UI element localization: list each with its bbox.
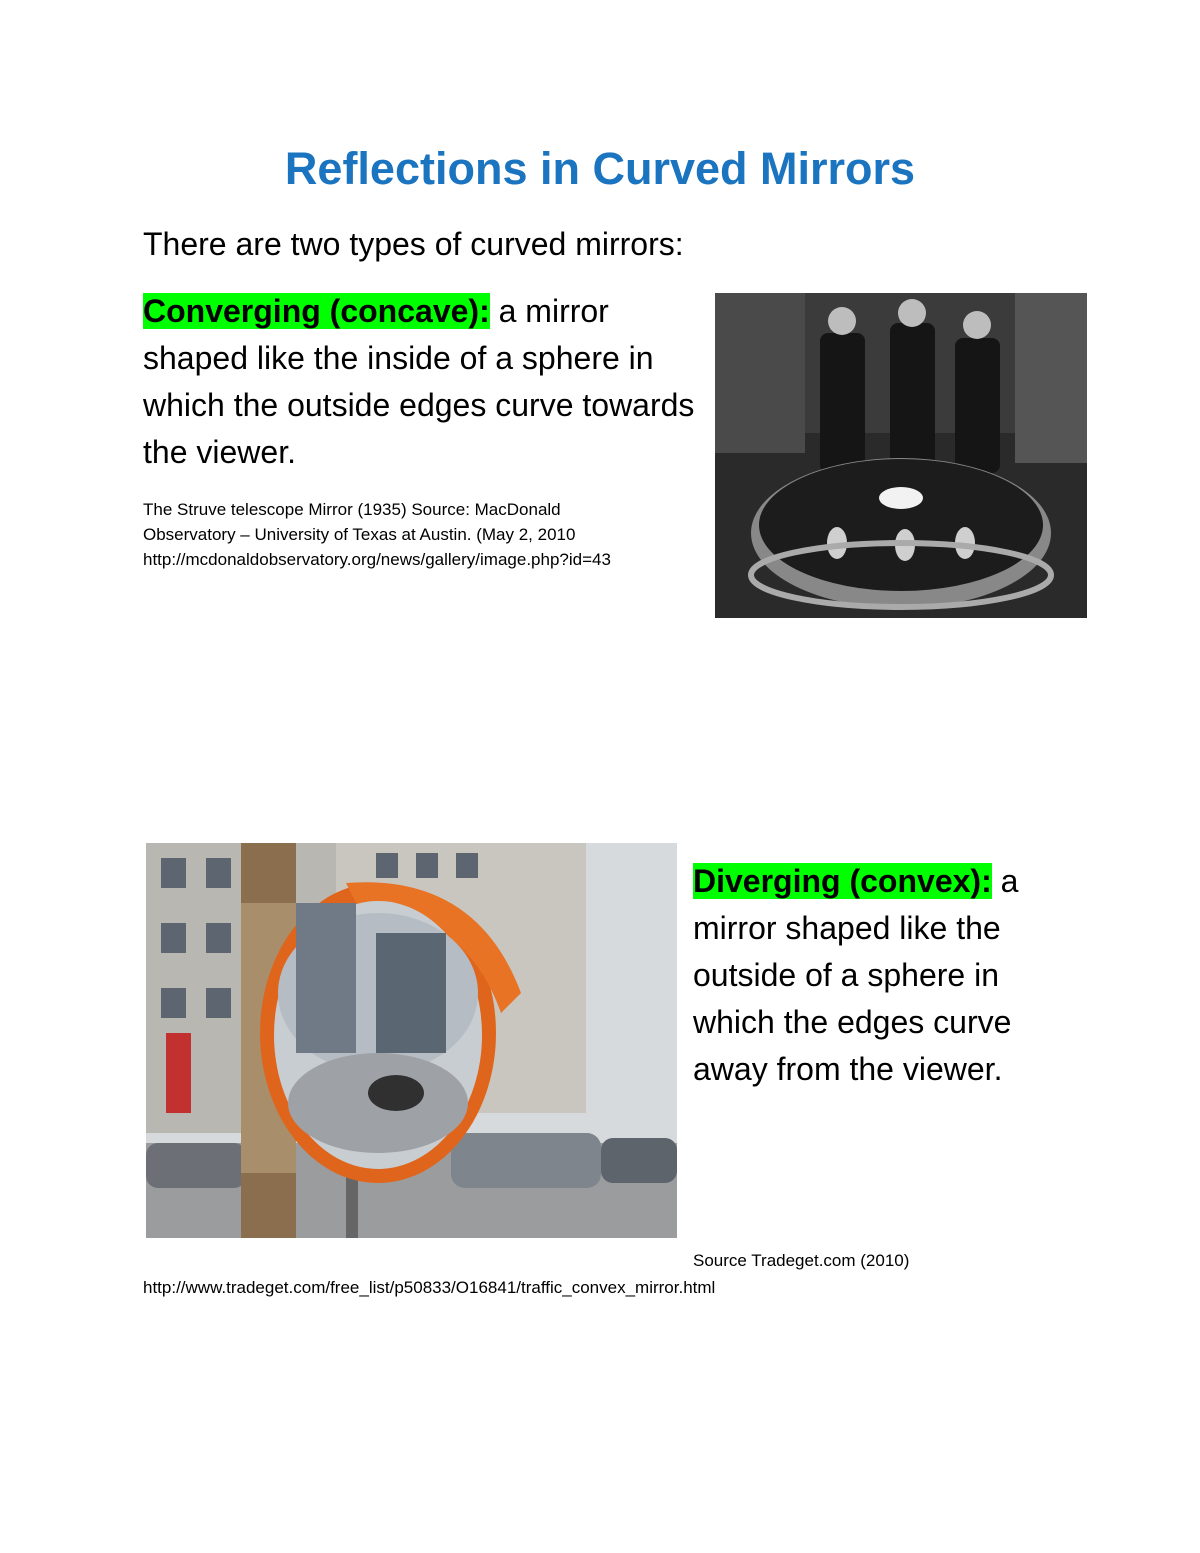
diverging-caption-link: http://www.tradeget.com/free_list/p50833/O16841/traffic_convex_mirror.html bbox=[143, 1278, 716, 1297]
diverging-definition bbox=[693, 858, 1083, 1093]
page-title: Reflections in Curved Mirrors bbox=[284, 143, 916, 194]
diverging-description: a mirror shaped like the outside of a sphere in which the edges curve away from the viewer. bbox=[693, 863, 1019, 1087]
intro-text: There are two types of curved mirrors: bbox=[143, 226, 684, 262]
diverging-term: Diverging (convex): bbox=[693, 863, 992, 899]
converging-caption-link: http://mcdonaldobservatory.org/news/gallery/image.php?id=43 bbox=[143, 550, 611, 569]
converging-term: Converging (concave): bbox=[143, 293, 490, 329]
converging-definition bbox=[143, 288, 703, 476]
converging-caption-line: The Struve telescope Mirror (1935) Source: MacDonald bbox=[143, 500, 561, 519]
converging-caption-line: Observatory – University of Texas at Austin. (May 2, 2010 bbox=[143, 525, 576, 544]
converging-caption bbox=[143, 497, 703, 572]
converging-description: a mirror shaped like the inside of a sphere in which the outside edges curve towards the viewer. bbox=[143, 293, 695, 470]
traffic-convex-mirror-photo bbox=[146, 843, 677, 1238]
diverging-caption-source: Source Tradeget.com (2010) bbox=[693, 1251, 910, 1270]
struve-telescope-mirror-photo bbox=[715, 293, 1087, 618]
